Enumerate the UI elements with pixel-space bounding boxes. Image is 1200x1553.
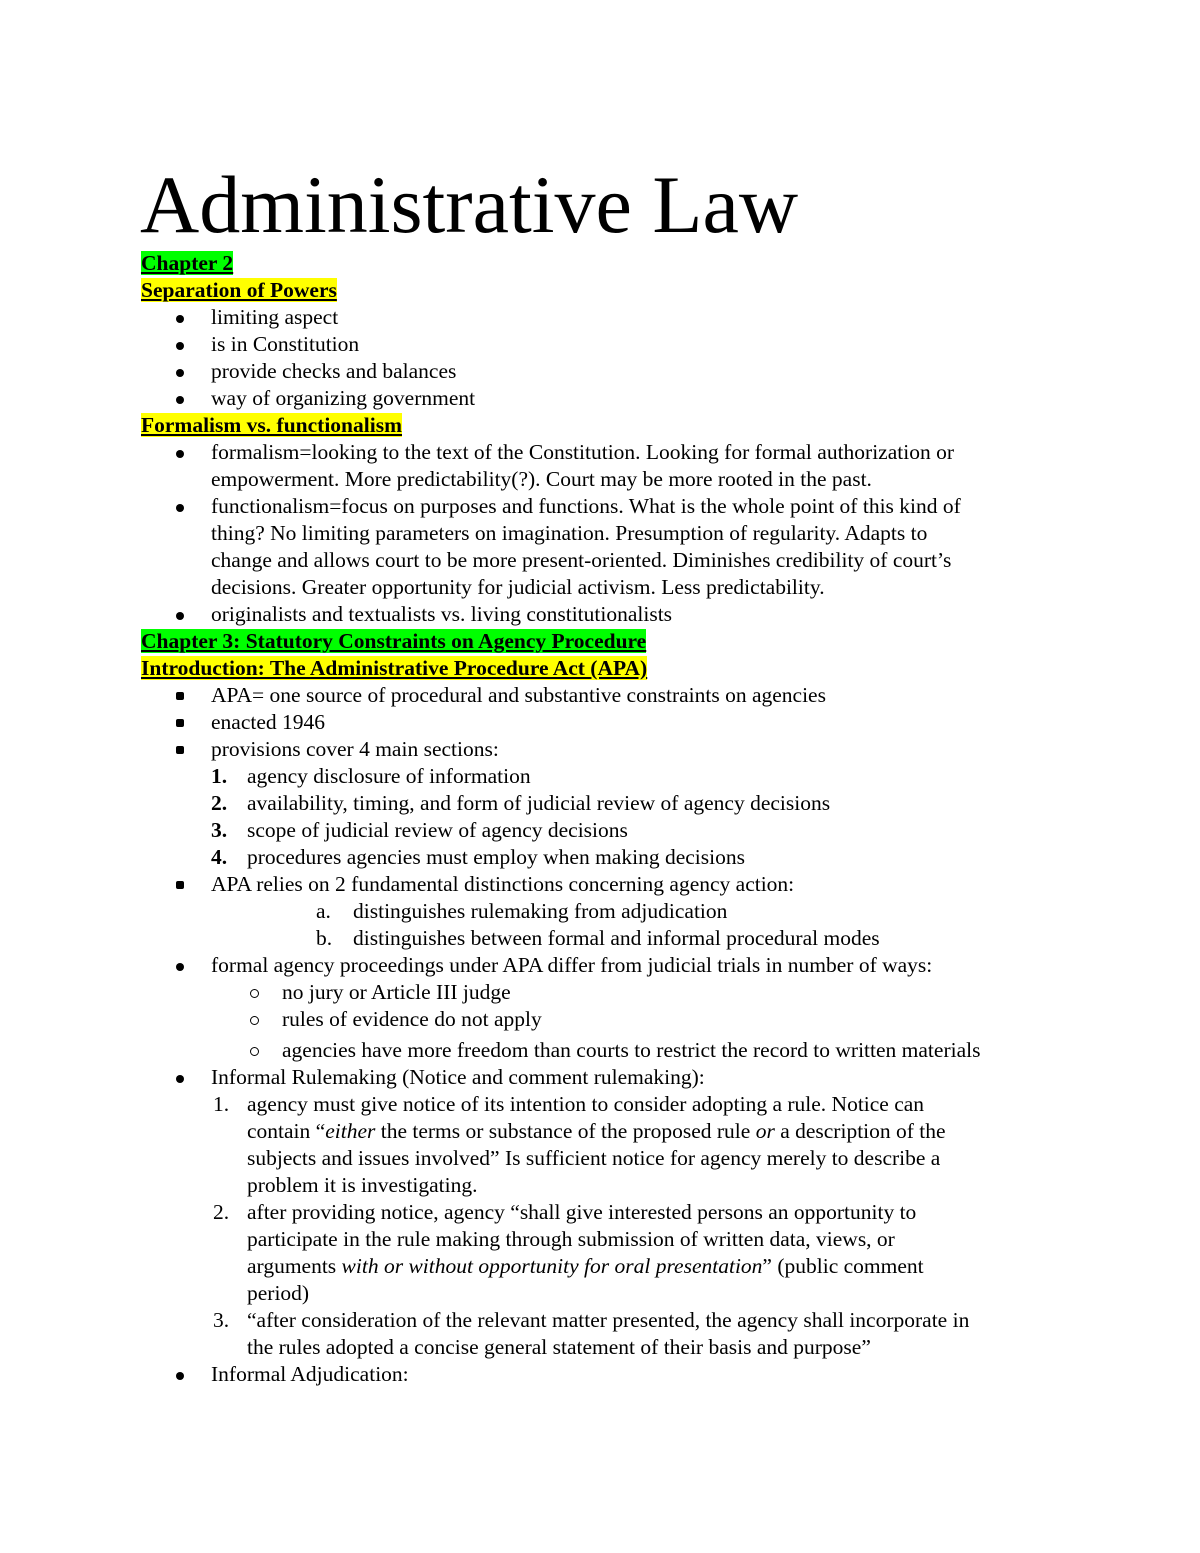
sub-list-item-text: rules of evidence do not apply <box>282 1007 542 1031</box>
sub-list-item-text: agencies have more freedom than courts to restrict the record to written materials <box>282 1038 981 1062</box>
list-item <box>0 385 1200 412</box>
text-run: contain “ <box>247 1119 326 1143</box>
apa-intro-label: Introduction: The Administrative Procedure Act (APA) <box>141 656 648 680</box>
bullet-icon <box>176 1372 184 1380</box>
text-run: a description of the <box>774 1119 946 1143</box>
list-item-text: limiting aspect <box>211 305 339 329</box>
list-item-continuation: decisions. Greater opportunity for judicial activism. Less predictability. <box>211 575 825 599</box>
numbered-item-text: procedures agencies must employ when making decisions <box>247 845 745 869</box>
bullet-icon <box>176 719 184 727</box>
numbered-item <box>0 1307 1200 1334</box>
sub-list-item <box>0 979 1200 1006</box>
bullet-icon <box>176 396 184 404</box>
list-item <box>0 304 1200 331</box>
sub-list-item <box>0 1006 1200 1033</box>
text-run: arguments <box>247 1254 342 1278</box>
sub-list-item <box>0 1037 1200 1064</box>
item-number: 1. <box>213 1092 230 1116</box>
chapter-2-heading <box>0 250 1200 277</box>
numbered-item <box>0 790 1200 817</box>
numbered-item-text: agency must give notice of its intention to consider adopting a rule. Notice can <box>247 1092 925 1116</box>
list-item-text: is in Constitution <box>211 332 360 356</box>
numbered-item-text: after providing notice, agency “shall give interested persons an opportunity to <box>247 1200 917 1224</box>
item-number: 2. <box>211 791 228 815</box>
bullet-icon <box>176 369 184 377</box>
item-number: 4. <box>211 845 228 869</box>
italic-text-run: with or without opportunity for oral presentation <box>341 1254 763 1278</box>
numbered-item-text: “after consideration of the relevant matter presented, the agency shall incorporate in <box>247 1308 970 1332</box>
item-number: 3. <box>213 1308 230 1332</box>
list-item-text: formalism=looking to the text of the Constitution. Looking for formal authorization or <box>211 440 954 464</box>
chapter-3-heading <box>0 628 1200 655</box>
bullet-icon <box>176 692 184 700</box>
numbered-item-continuation <box>0 1118 1200 1145</box>
numbered-item-continuation <box>0 1253 1200 1280</box>
numbered-item-text: scope of judicial review of agency decisions <box>247 818 628 842</box>
list-item-text: provisions cover 4 main sections: <box>211 737 499 761</box>
list-item-text: provide checks and balances <box>211 359 457 383</box>
list-item-text: way of organizing government <box>211 386 476 410</box>
bullet-icon <box>176 963 184 971</box>
bullet-icon <box>176 746 184 754</box>
text-run: the terms or substance of the proposed rule <box>375 1119 756 1143</box>
list-item-continuation: empowerment. More predictability(?). Court may be more rooted in the past. <box>211 467 872 491</box>
list-item-text: Informal Adjudication: <box>211 1362 409 1386</box>
list-item-text: APA= one source of procedural and substantive constraints on agencies <box>211 683 826 707</box>
circle-bullet-icon <box>250 989 259 998</box>
numbered-item <box>0 817 1200 844</box>
formalism-heading <box>0 412 1200 439</box>
document-body <box>0 250 1200 1388</box>
numbered-item-text: agency disclosure of information <box>247 764 531 788</box>
list-item <box>0 601 1200 628</box>
list-item-text: Informal Rulemaking (Notice and comment rulemaking): <box>211 1065 705 1089</box>
chapter-2-label: Chapter 2 <box>141 251 234 275</box>
list-item <box>0 736 1200 763</box>
bullet-icon <box>176 315 184 323</box>
list-item <box>0 871 1200 898</box>
numbered-item-continuation: problem it is investigating. <box>247 1173 478 1197</box>
italic-text-run: or <box>755 1119 775 1143</box>
list-item-continuation: thing? No limiting parameters on imagination. Presumption of regularity. Adapts to <box>211 521 928 545</box>
list-item <box>0 439 1200 466</box>
numbered-item <box>0 1199 1200 1226</box>
list-item <box>0 952 1200 979</box>
numbered-item-continuation: period) <box>247 1281 310 1305</box>
lettered-item <box>0 898 1200 925</box>
list-item-text: formal agency proceedings under APA differ from judicial trials in number of ways: <box>211 953 933 977</box>
circle-bullet-icon <box>250 1047 259 1056</box>
item-letter: a. <box>316 899 331 923</box>
list-item-text: functionalism=focus on purposes and functions. What is the whole point of this kind of <box>211 494 961 518</box>
lettered-item-text: distinguishes between formal and informal procedural modes <box>353 926 880 950</box>
list-item <box>0 1064 1200 1091</box>
circle-bullet-icon <box>250 1016 259 1025</box>
list-item <box>0 493 1200 520</box>
lettered-item-text: distinguishes rulemaking from adjudication <box>353 899 728 923</box>
bullet-icon <box>176 1075 184 1083</box>
list-item <box>0 331 1200 358</box>
bullet-icon <box>176 504 184 512</box>
sub-list-item-text: no jury or Article III judge <box>282 980 511 1004</box>
list-item-continuation: change and allows court to be more present-oriented. Diminishes credibility of court’s <box>211 548 952 572</box>
text-run: ” (public comment <box>762 1254 924 1278</box>
chapter-3-label: Chapter 3: Statutory Constraints on Agency Procedure <box>141 629 647 653</box>
numbered-item <box>0 844 1200 871</box>
list-item-text: APA relies on 2 fundamental distinctions concerning agency action: <box>211 872 795 896</box>
list-item <box>0 682 1200 709</box>
list-item-text: enacted 1946 <box>211 710 326 734</box>
separation-of-powers-label: Separation of Powers <box>141 278 337 302</box>
lettered-item <box>0 925 1200 952</box>
numbered-item <box>0 763 1200 790</box>
bullet-icon <box>176 612 184 620</box>
list-item <box>0 709 1200 736</box>
numbered-item <box>0 1091 1200 1118</box>
numbered-item-text: availability, timing, and form of judicial review of agency decisions <box>247 791 831 815</box>
list-item <box>0 358 1200 385</box>
numbered-item-continuation: subjects and issues involved” Is sufficient notice for agency merely to describe a <box>247 1146 941 1170</box>
bullet-icon <box>176 450 184 458</box>
bullet-icon <box>176 881 184 889</box>
item-letter: b. <box>316 926 333 950</box>
bullet-icon <box>176 342 184 350</box>
numbered-item-continuation: the rules adopted a concise general statement of their basis and purpose” <box>247 1335 871 1359</box>
item-number: 1. <box>211 764 228 788</box>
numbered-item-continuation: participate in the rule making through submission of written data, views, or <box>247 1227 895 1251</box>
document-title: Administrative Law <box>140 159 799 250</box>
separation-of-powers-heading <box>0 277 1200 304</box>
formalism-label: Formalism vs. functionalism <box>141 413 402 437</box>
list-item <box>0 1361 1200 1388</box>
item-number: 3. <box>211 818 228 842</box>
list-item-text: originalists and textualists vs. living constitutionalists <box>211 602 673 626</box>
item-number: 2. <box>213 1200 230 1224</box>
italic-text-run: either <box>325 1119 376 1143</box>
apa-intro-heading <box>0 655 1200 682</box>
